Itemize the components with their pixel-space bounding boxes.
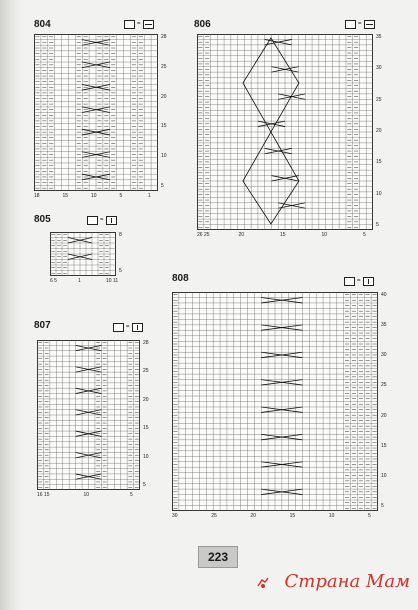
row-number: 28 [143, 340, 149, 346]
column-number: 20 [250, 513, 256, 519]
row-number: 20 [161, 93, 167, 100]
row-number: 10 [376, 190, 382, 197]
chart-804-grid [34, 34, 158, 191]
column-number: 15 [280, 232, 286, 238]
legend-equals: = [358, 20, 362, 27]
column-number: 10 [321, 232, 328, 238]
row-number: 35 [376, 34, 382, 40]
page-number [198, 546, 238, 568]
row-number: 15 [161, 123, 167, 130]
row-number: 40 [381, 292, 387, 298]
column-number: 1 [78, 278, 81, 284]
column-number: 30 [172, 513, 178, 519]
row-number: 15 [381, 442, 387, 449]
row-number: 10 [381, 472, 387, 479]
row-number: 15 [143, 425, 149, 432]
column-number: 6 5 [50, 278, 57, 284]
row-number: 25 [381, 382, 387, 389]
empty-stitch-symbol [124, 20, 135, 29]
legend-equals: = [100, 216, 104, 223]
column-number: 20 [238, 232, 245, 238]
chart-808-legend [344, 277, 374, 285]
stork-icon [256, 576, 270, 590]
knit-stitch-symbol [132, 323, 143, 332]
row-number: 5 [143, 482, 146, 488]
column-number: 18 [34, 193, 40, 199]
row-number: 20 [381, 412, 387, 419]
chart-805-grid [50, 232, 116, 276]
chart-808-label: 808 [172, 273, 189, 284]
chart-805-label: 805 [34, 214, 51, 225]
legend-equals: = [357, 277, 361, 284]
chart-804-label: 804 [34, 19, 51, 30]
book-spine-shadow [0, 0, 22, 610]
purl-stitch-symbol [143, 20, 154, 29]
chart-807-label: 807 [34, 320, 51, 331]
page-number-text: 223 [207, 550, 229, 564]
row-number: 25 [161, 63, 167, 70]
empty-stitch-symbol [345, 20, 356, 29]
column-number: 5 [368, 513, 371, 519]
row-number: 5 [381, 503, 384, 509]
watermark: Страна Мам [284, 571, 410, 592]
chart-806-grid [197, 34, 373, 230]
column-number: 5 [119, 193, 123, 199]
empty-stitch-symbol [113, 323, 124, 332]
chart-805-legend [87, 216, 117, 224]
row-number: 25 [376, 96, 382, 103]
row-number: 10 [161, 153, 167, 160]
row-number: 20 [376, 128, 382, 134]
empty-stitch-symbol [87, 216, 98, 225]
row-number: 30 [381, 352, 387, 359]
column-number: 5 [363, 232, 366, 238]
row-number: 15 [376, 159, 382, 166]
legend-equals: = [137, 20, 141, 27]
column-number: 5 [130, 492, 133, 498]
column-number: 10 11 [106, 278, 119, 284]
row-number: 20 [143, 396, 149, 403]
chart-804-legend [124, 20, 154, 28]
chart-808-grid [172, 292, 378, 511]
row-number: 28 [161, 34, 167, 40]
column-number: 1 [148, 193, 151, 199]
chart-806-label: 806 [194, 19, 211, 30]
column-number: 25 [211, 513, 217, 519]
purl-stitch-symbol [364, 20, 375, 29]
row-number: 5 [119, 268, 122, 274]
column-number: 15 [62, 193, 69, 199]
column-number: 10 [83, 492, 90, 498]
column-number: 10 [328, 513, 335, 519]
chart-807-legend [113, 323, 143, 331]
row-number: 5 [376, 222, 379, 228]
legend-equals: = [126, 323, 130, 330]
chart-806-legend [345, 20, 375, 28]
row-number: 35 [381, 322, 387, 329]
row-number: 10 [143, 453, 149, 460]
column-number: 16 15 [37, 492, 50, 498]
knit-stitch-symbol [106, 216, 117, 225]
row-number: 5 [161, 183, 164, 189]
column-number: 26 25 [197, 232, 210, 238]
row-number: 25 [143, 368, 149, 375]
empty-stitch-symbol [344, 277, 355, 286]
row-number: 8 [119, 232, 122, 238]
knit-stitch-symbol [363, 277, 374, 286]
row-number: 30 [376, 65, 382, 72]
column-number: 15 [289, 513, 296, 519]
column-number: 10 [91, 193, 97, 199]
chart-807-grid [37, 340, 140, 490]
